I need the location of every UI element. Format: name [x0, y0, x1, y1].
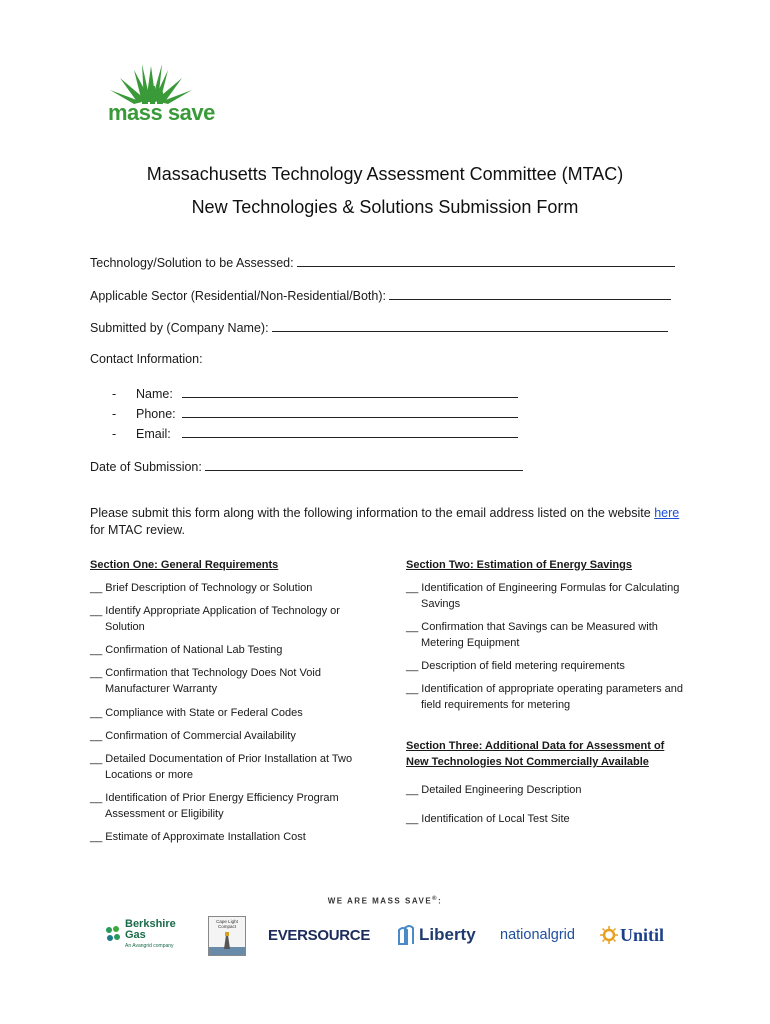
date-label: Date of Submission: — [90, 460, 202, 474]
section-two-heading: Section Two: Estimation of Energy Savings — [406, 559, 632, 571]
berkshire-sub: An Avangrid company — [125, 942, 174, 949]
sector-label: Applicable Sector (Residential/Non-Residential/Both): — [90, 289, 386, 303]
submitted-by-blank[interactable] — [272, 319, 668, 332]
checklist-item: __ Confirmation that Savings can be Measured with Metering Equipment — [406, 621, 658, 649]
date-blank[interactable] — [205, 458, 523, 471]
list-dash: - — [112, 387, 117, 401]
contact-email-label: Email: — [136, 427, 171, 441]
contact-name-label: Name: — [136, 387, 173, 401]
unitil-logo — [600, 915, 666, 955]
eversource-text: EVERSOURCE — [268, 926, 371, 944]
form-title-line2: New Technologies & Solutions Submission Form — [191, 197, 579, 217]
section-three-heading: Section Three: Additional Data for Assessment of New Technologies Not Commercially Available — [406, 740, 665, 768]
list-dash: - — [112, 407, 117, 421]
date-field[interactable] — [90, 458, 685, 474]
checklist-item: __ Description of field metering requirements — [406, 660, 625, 672]
technology-label: Technology/Solution to be Assessed: — [90, 256, 294, 270]
instructions-paragraph — [90, 505, 680, 539]
liberty-logo — [397, 915, 481, 955]
sector-field[interactable] — [90, 287, 685, 303]
checklist-item: __ Identification of Engineering Formulas for Calculating Savings — [406, 582, 680, 610]
contact-phone-field[interactable] — [112, 405, 518, 421]
mass-save-logo — [104, 60, 224, 124]
section-one-heading: Section One: General Requirements — [90, 559, 279, 571]
checklist-item: __ Confirmation of Commercial Availability — [90, 730, 296, 742]
capelight-text: Cape Light Compact — [216, 919, 238, 929]
berkshire-line2: Gas — [125, 928, 146, 941]
section-three — [406, 738, 686, 827]
checklist-item: __ Brief Description of Technology or Solution — [90, 582, 313, 594]
berkshire-line1: Berkshire — [125, 917, 176, 930]
website-link[interactable]: here — [654, 506, 680, 520]
checklist-item: __ Identify Appropriate Application of Technology or Solution — [90, 605, 340, 633]
submitted-by-field[interactable] — [90, 319, 685, 335]
instructions-suffix: for MTAC review. — [90, 523, 185, 537]
checklist-item: __ Detailed Documentation of Prior Installation at Two Locations or more — [90, 753, 353, 781]
contact-phone-blank[interactable] — [182, 405, 518, 418]
cape-light-compact-logo — [208, 916, 246, 956]
footer-tagline: WE ARE MASS SAVE®: — [327, 896, 443, 906]
contact-email-field[interactable] — [112, 425, 518, 441]
form-title-line1: Massachusetts Technology Assessment Committee (MTAC) — [146, 164, 624, 184]
lighthouse-icon — [209, 929, 245, 955]
sector-blank[interactable] — [389, 287, 671, 300]
section-one — [90, 557, 380, 845]
checklist-item: __ Estimate of Approximate Installation Cost — [90, 831, 306, 843]
nationalgrid-logo — [500, 915, 584, 955]
checklist-item: __ Confirmation of National Lab Testing — [90, 644, 283, 656]
logo-text: mass save — [108, 100, 215, 125]
unitil-text: Unitil — [620, 924, 665, 945]
tagline-text: WE ARE MASS SAVE — [327, 896, 433, 906]
contact-name-field[interactable] — [112, 385, 518, 401]
list-dash: - — [112, 427, 117, 441]
submitted-by-label: Submitted by (Company Name): — [90, 321, 269, 335]
sun-icon — [600, 926, 618, 944]
checklist-item: __ Detailed Engineering Description — [406, 784, 582, 796]
instructions-text: Please submit this form along with the following information to the email address listed on the website — [90, 506, 651, 520]
flame-icon — [104, 924, 122, 946]
checklist-item: __ Identification of Prior Energy Efficiency Program Assessment or Eligibility — [90, 792, 339, 820]
technology-field[interactable] — [90, 254, 685, 270]
contact-header: Contact Information: — [90, 352, 203, 366]
nationalgrid-text: nationalgrid — [500, 927, 575, 943]
contact-email-blank[interactable] — [182, 425, 518, 438]
checklist-item: __ Identification of Local Test Site — [406, 813, 570, 825]
checklist-item: __ Compliance with State or Federal Codes — [90, 707, 303, 719]
berkshire-gas-logo — [104, 915, 186, 955]
liberty-wave-icon — [397, 924, 417, 946]
checklist-item: __ Identification of appropriate operating parameters and field requirements for metering — [406, 683, 684, 711]
technology-blank[interactable] — [297, 254, 675, 267]
checklist-item: __ Confirmation that Technology Does Not Void Manufacturer Warranty — [90, 667, 321, 695]
section-two — [406, 557, 686, 713]
eversource-logo — [268, 915, 372, 955]
contact-name-blank[interactable] — [182, 385, 518, 398]
contact-phone-label: Phone: — [136, 407, 176, 421]
liberty-text: Liberty — [419, 925, 476, 944]
